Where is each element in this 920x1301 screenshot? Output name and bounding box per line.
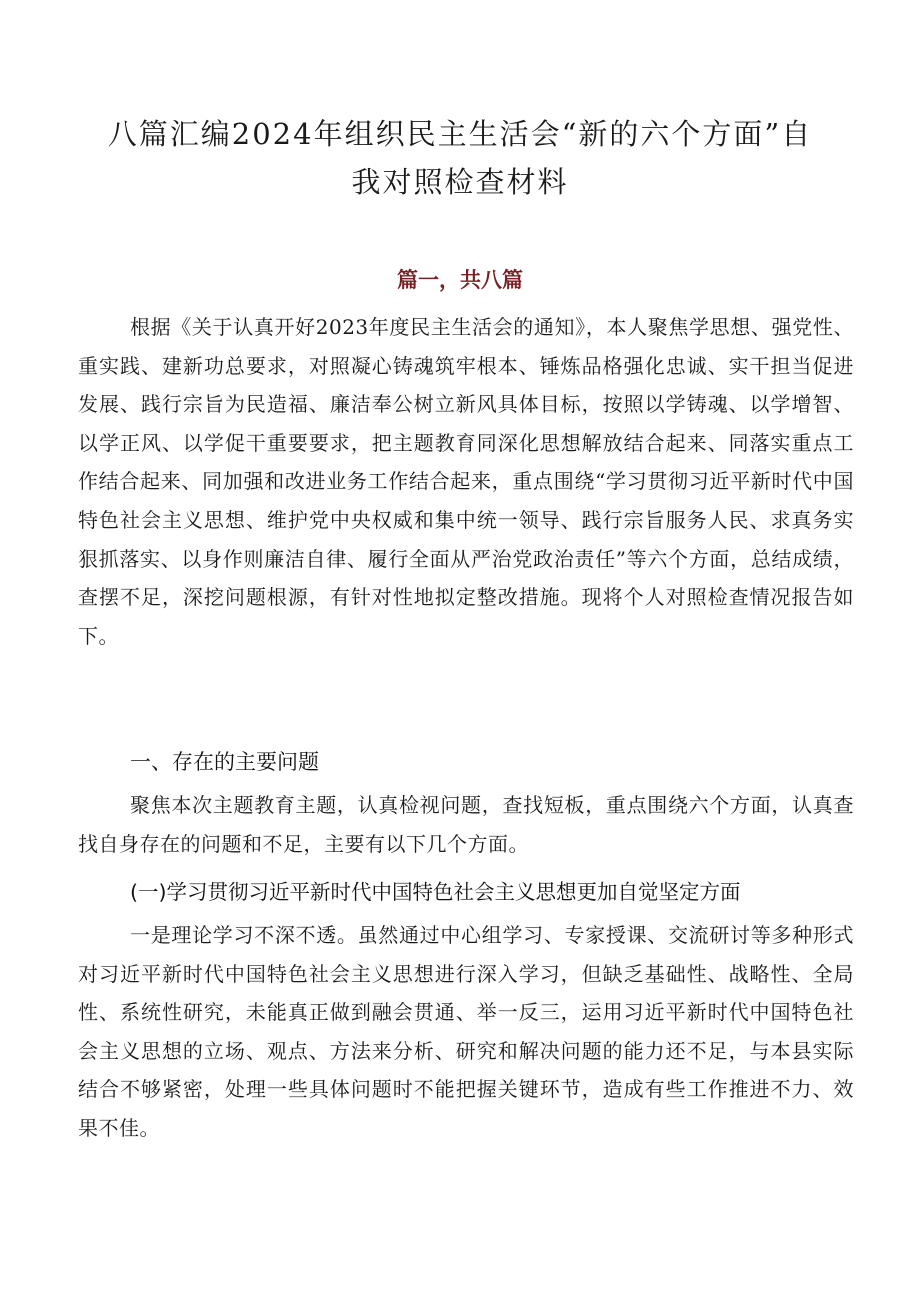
subsection-1-paragraph: 一是理论学习不深不透。虽然通过中心组学习、专家授课、交流研讨等多种形式对习近平新时代中国特色社会主义思想进行深入学习，但缺乏基础性、战略性、全局性、系统性研究，未能真正做到融会贯通、举一反三，运用习近平新时代中国特色社会主义思想的立场、观点、方法来分析、研究和解决问题的能力还不足，与本县实际结合不够紧密，处理一些具体问题时不能把握关键环节，造成有些工作推进不力、效果不佳。	[78, 923, 854, 1140]
article-subtitle: 篇一，共八篇	[397, 268, 523, 292]
title-line-1: 八篇汇编2024年组织民主生活会“新的六个方面”自	[107, 117, 813, 151]
section-1-paragraph: 聚焦本次主题教育主题，认真检视问题，查找短板，重点围绕六个方面，认真查找自身存在的问题和不足，主要有以下几个方面。	[78, 793, 854, 856]
document-title	[60, 110, 860, 206]
intro-paragraph: 根据《关于认真开好2023年度民主生活会的通知》，本人聚焦学思想、强党性、重实践、建新功总要求，对照凝心铸魂筑牢根本、锤炼品格强化忠诚、实干担当促进发展、践行宗旨为民造福、廉洁奉公树立新风具体目标，按照以学铸魂、以学增智、以学正风、以学促干重要要求，把主题教育同深化思想解放结合起来、同落实重点工作结合起来、同加强和改进业务工作结合起来，重点围绕“学习贯彻习近平新时代中国特色社会主义思想、维护党中央权威和集中统一领导、践行宗旨服务人民、求真务实狠抓落实、以身作则廉洁自律、履行全面从严治党政治责任”等六个方面，总结成绩，查摆不足，深挖问题根源，有针对性地拟定整改措施。现将个人对照检查情况报告如下。	[78, 315, 854, 648]
section-1-heading: 一、存在的主要问题	[130, 750, 319, 774]
title-line-2: 我对照检查材料	[351, 165, 569, 199]
subsection-1-heading: (一)学习贯彻习近平新时代中国特色社会主义思想更加自觉坚定方面	[130, 880, 741, 904]
